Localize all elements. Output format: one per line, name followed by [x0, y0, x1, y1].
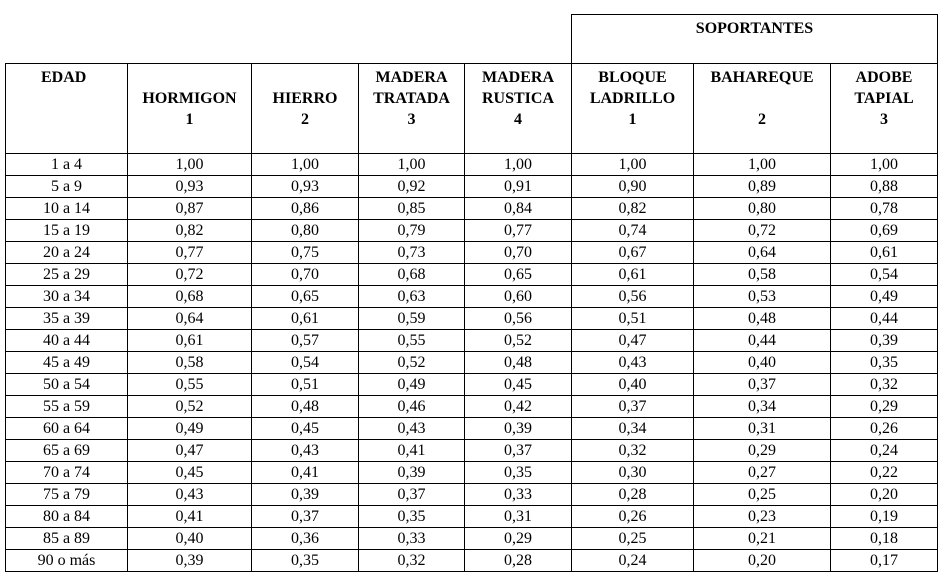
factor-cell: 0,33 — [465, 484, 572, 506]
factor-cell: 0,24 — [831, 440, 938, 462]
factor-cell: 0,91 — [465, 176, 572, 198]
factor-cell: 0,61 — [128, 330, 252, 352]
factor-cell: 0,58 — [128, 352, 252, 374]
factor-cell: 0,43 — [128, 484, 252, 506]
age-range-cell: 60 a 64 — [6, 418, 128, 440]
factor-cell: 0,36 — [252, 528, 359, 550]
factor-cell: 0,33 — [359, 528, 465, 550]
table-row — [6, 286, 938, 308]
factor-cell: 0,45 — [465, 374, 572, 396]
factor-cell: 0,22 — [831, 462, 938, 484]
factor-cell: 0,51 — [252, 374, 359, 396]
factor-cell: 0,32 — [359, 550, 465, 572]
factor-cell: 0,17 — [831, 550, 938, 572]
factor-cell: 0,56 — [465, 308, 572, 330]
age-range-cell: 35 a 39 — [6, 308, 128, 330]
factor-cell: 0,80 — [694, 198, 831, 220]
column-header — [831, 64, 938, 149]
factor-cell: 0,52 — [465, 330, 572, 352]
factor-cell: 0,23 — [694, 506, 831, 528]
age-range-cell: 70 a 74 — [6, 462, 128, 484]
factor-cell: 0,24 — [572, 550, 694, 572]
column-header — [6, 64, 128, 149]
factor-cell: 0,32 — [572, 440, 694, 462]
factor-cell: 0,29 — [831, 396, 938, 418]
column-header-line: HORMIGON — [142, 90, 237, 107]
factor-cell: 0,37 — [359, 484, 465, 506]
factor-cell: 0,46 — [359, 396, 465, 418]
column-header-line: HIERRO — [272, 90, 338, 107]
factor-cell: 0,57 — [252, 330, 359, 352]
column-header-number: 3 — [880, 111, 888, 128]
factor-cell: 0,60 — [465, 286, 572, 308]
age-range-cell: 25 a 29 — [6, 264, 128, 286]
factor-cell: 0,49 — [831, 286, 938, 308]
column-header-line: LADRILLO — [589, 90, 676, 107]
factor-cell: 0,28 — [572, 484, 694, 506]
column-header-number: 2 — [758, 111, 766, 128]
column-header — [465, 64, 572, 149]
factor-cell: 0,77 — [128, 242, 252, 264]
table-row — [6, 528, 938, 550]
factor-cell: 0,70 — [252, 264, 359, 286]
age-range-cell: 1 a 4 — [6, 154, 128, 176]
age-range-cell: 40 a 44 — [6, 330, 128, 352]
factor-cell: 0,48 — [694, 308, 831, 330]
factor-cell: 0,67 — [572, 242, 694, 264]
table-row — [6, 308, 938, 330]
factor-cell: 0,29 — [694, 440, 831, 462]
factor-cell: 0,41 — [252, 462, 359, 484]
factor-cell: 1,00 — [694, 154, 831, 176]
age-range-cell: 80 a 84 — [6, 506, 128, 528]
column-header-number: 3 — [407, 111, 416, 128]
column-header-line: MADERA — [482, 69, 554, 86]
factor-cell: 0,72 — [128, 264, 252, 286]
table-row — [6, 484, 938, 506]
factor-cell: 0,72 — [694, 220, 831, 242]
factor-cell: 0,20 — [694, 550, 831, 572]
factor-cell: 0,25 — [694, 484, 831, 506]
table-row — [6, 506, 938, 528]
factor-cell: 0,87 — [128, 198, 252, 220]
factor-cell: 0,88 — [831, 176, 938, 198]
factor-cell: 0,45 — [128, 462, 252, 484]
factor-cell: 0,35 — [359, 506, 465, 528]
group-header-row — [6, 15, 938, 64]
table-row — [6, 418, 938, 440]
table-row — [6, 330, 938, 352]
factor-cell: 0,18 — [831, 528, 938, 550]
factor-cell: 0,54 — [252, 352, 359, 374]
factor-cell: 0,82 — [128, 220, 252, 242]
factor-cell: 0,77 — [465, 220, 572, 242]
factor-cell: 0,56 — [572, 286, 694, 308]
column-header-number: 2 — [301, 111, 309, 128]
column-header-line: MADERA — [375, 69, 448, 86]
age-range-cell: 20 a 24 — [6, 242, 128, 264]
factor-cell: 1,00 — [831, 154, 938, 176]
factor-cell: 0,48 — [465, 352, 572, 374]
factor-cell: 0,19 — [831, 506, 938, 528]
factor-cell: 0,58 — [694, 264, 831, 286]
factor-cell: 0,51 — [572, 308, 694, 330]
factor-cell: 0,40 — [572, 374, 694, 396]
column-header-number: 1 — [628, 111, 637, 128]
age-range-cell: 50 a 54 — [6, 374, 128, 396]
factor-cell: 0,37 — [694, 374, 831, 396]
factor-cell: 0,39 — [359, 462, 465, 484]
table-row — [6, 462, 938, 484]
factor-cell: 0,89 — [694, 176, 831, 198]
column-header-line: TAPIAL — [854, 90, 914, 107]
group-header-soportantes — [572, 15, 938, 64]
factor-cell: 0,43 — [572, 352, 694, 374]
factor-cell: 0,30 — [572, 462, 694, 484]
factor-cell: 0,90 — [572, 176, 694, 198]
table-row — [6, 374, 938, 396]
factor-cell: 0,65 — [465, 264, 572, 286]
age-range-cell: 85 a 89 — [6, 528, 128, 550]
column-header-line: BLOQUE — [598, 69, 667, 86]
age-range-cell: 30 a 34 — [6, 286, 128, 308]
column-header-line — [694, 88, 830, 109]
age-range-cell: 90 o más — [6, 550, 128, 572]
table-row — [6, 396, 938, 418]
factor-cell: 0,49 — [128, 418, 252, 440]
factor-cell: 0,68 — [128, 286, 252, 308]
factor-cell: 0,93 — [128, 176, 252, 198]
factor-cell: 0,86 — [252, 198, 359, 220]
group-label: SOPORTANTES — [695, 20, 814, 37]
age-range-cell: 10 a 14 — [6, 198, 128, 220]
factor-cell: 0,42 — [465, 396, 572, 418]
column-header-line: RUSTICA — [481, 90, 554, 107]
factor-cell: 0,79 — [359, 220, 465, 242]
factor-cell: 0,41 — [359, 440, 465, 462]
factor-cell: 0,44 — [694, 330, 831, 352]
factor-cell: 0,59 — [359, 308, 465, 330]
factor-cell: 0,70 — [465, 242, 572, 264]
table-row — [6, 176, 938, 198]
factor-cell: 0,52 — [359, 352, 465, 374]
table-row — [6, 198, 938, 220]
age-range-cell: 15 a 19 — [6, 220, 128, 242]
factor-cell: 0,61 — [572, 264, 694, 286]
factor-cell: 0,49 — [359, 374, 465, 396]
factor-cell: 0,28 — [465, 550, 572, 572]
age-range-cell: 55 a 59 — [6, 396, 128, 418]
table-row — [6, 242, 938, 264]
factor-cell: 0,48 — [252, 396, 359, 418]
factor-cell: 0,47 — [128, 440, 252, 462]
column-header — [128, 64, 252, 149]
factor-cell: 0,55 — [128, 374, 252, 396]
factor-cell: 0,35 — [252, 550, 359, 572]
factor-cell: 0,54 — [831, 264, 938, 286]
factor-cell: 0,43 — [359, 418, 465, 440]
table-row — [6, 220, 938, 242]
factor-cell: 0,35 — [465, 462, 572, 484]
factor-cell: 0,34 — [572, 418, 694, 440]
factor-cell: 0,82 — [572, 198, 694, 220]
factor-cell: 0,32 — [831, 374, 938, 396]
factor-cell: 0,75 — [252, 242, 359, 264]
factor-cell: 0,40 — [128, 528, 252, 550]
factor-cell: 0,47 — [572, 330, 694, 352]
factor-cell: 0,39 — [128, 550, 252, 572]
factor-cell: 0,26 — [831, 418, 938, 440]
factor-cell: 1,00 — [359, 154, 465, 176]
table-row — [6, 440, 938, 462]
factor-cell: 0,31 — [465, 506, 572, 528]
factor-cell: 0,39 — [831, 330, 938, 352]
factor-cell: 0,37 — [252, 506, 359, 528]
factor-cell: 1,00 — [128, 154, 252, 176]
column-header — [694, 64, 831, 149]
column-header-line — [128, 67, 251, 88]
column-header-row — [6, 64, 938, 149]
factor-cell: 0,45 — [252, 418, 359, 440]
factor-cell: 0,39 — [252, 484, 359, 506]
factor-cell: 0,80 — [252, 220, 359, 242]
factor-cell: 0,31 — [694, 418, 831, 440]
factor-cell: 0,53 — [694, 286, 831, 308]
age-range-cell: 5 a 9 — [6, 176, 128, 198]
factor-cell: 1,00 — [465, 154, 572, 176]
factor-cell: 0,64 — [128, 308, 252, 330]
factor-cell: 0,65 — [252, 286, 359, 308]
factor-cell: 0,39 — [465, 418, 572, 440]
factor-cell: 0,55 — [359, 330, 465, 352]
age-range-cell: 75 a 79 — [6, 484, 128, 506]
column-header-number: 1 — [185, 111, 194, 128]
factor-cell: 0,26 — [572, 506, 694, 528]
factor-cell: 1,00 — [572, 154, 694, 176]
factor-cell: 1,00 — [252, 154, 359, 176]
table-row — [6, 550, 938, 572]
column-header — [572, 64, 694, 149]
table-row — [6, 264, 938, 286]
age-range-cell: 65 a 69 — [6, 440, 128, 462]
factor-cell: 0,35 — [831, 352, 938, 374]
factor-cell: 0,40 — [694, 352, 831, 374]
factor-cell: 0,69 — [831, 220, 938, 242]
age-range-cell: 45 a 49 — [6, 352, 128, 374]
factor-cell: 0,93 — [252, 176, 359, 198]
factor-cell: 0,61 — [831, 242, 938, 264]
factor-cell: 0,34 — [694, 396, 831, 418]
table-row — [6, 352, 938, 374]
factor-cell: 0,63 — [359, 286, 465, 308]
blank-header-area — [6, 15, 572, 64]
factor-cell: 0,64 — [694, 242, 831, 264]
column-header-number: 4 — [514, 111, 522, 128]
factor-cell: 0,52 — [128, 396, 252, 418]
factor-cell: 0,20 — [831, 484, 938, 506]
factor-cell: 0,61 — [252, 308, 359, 330]
column-header — [252, 64, 359, 149]
factor-cell: 0,74 — [572, 220, 694, 242]
factor-cell: 0,44 — [831, 308, 938, 330]
table-row — [6, 154, 938, 176]
column-header — [359, 64, 465, 149]
factor-cell: 0,68 — [359, 264, 465, 286]
factor-cell: 0,78 — [831, 198, 938, 220]
factor-cell: 0,25 — [572, 528, 694, 550]
factor-cell: 0,84 — [465, 198, 572, 220]
factor-cell: 0,85 — [359, 198, 465, 220]
depreciation-table — [5, 14, 938, 572]
column-header-line — [252, 67, 358, 88]
factor-cell: 0,27 — [694, 462, 831, 484]
factor-cell: 0,73 — [359, 242, 465, 264]
table-body — [6, 154, 938, 572]
column-header-line: EDAD — [41, 69, 87, 86]
factor-cell: 0,41 — [128, 506, 252, 528]
factor-cell: 0,37 — [465, 440, 572, 462]
column-header-line: TRATADA — [373, 90, 450, 107]
factor-cell: 0,92 — [359, 176, 465, 198]
factor-cell: 0,29 — [465, 528, 572, 550]
factor-cell: 0,37 — [572, 396, 694, 418]
factor-cell: 0,21 — [694, 528, 831, 550]
column-header-line: ADOBE — [855, 69, 913, 86]
column-header-line: BAHAREQUE — [710, 69, 814, 86]
factor-cell: 0,43 — [252, 440, 359, 462]
